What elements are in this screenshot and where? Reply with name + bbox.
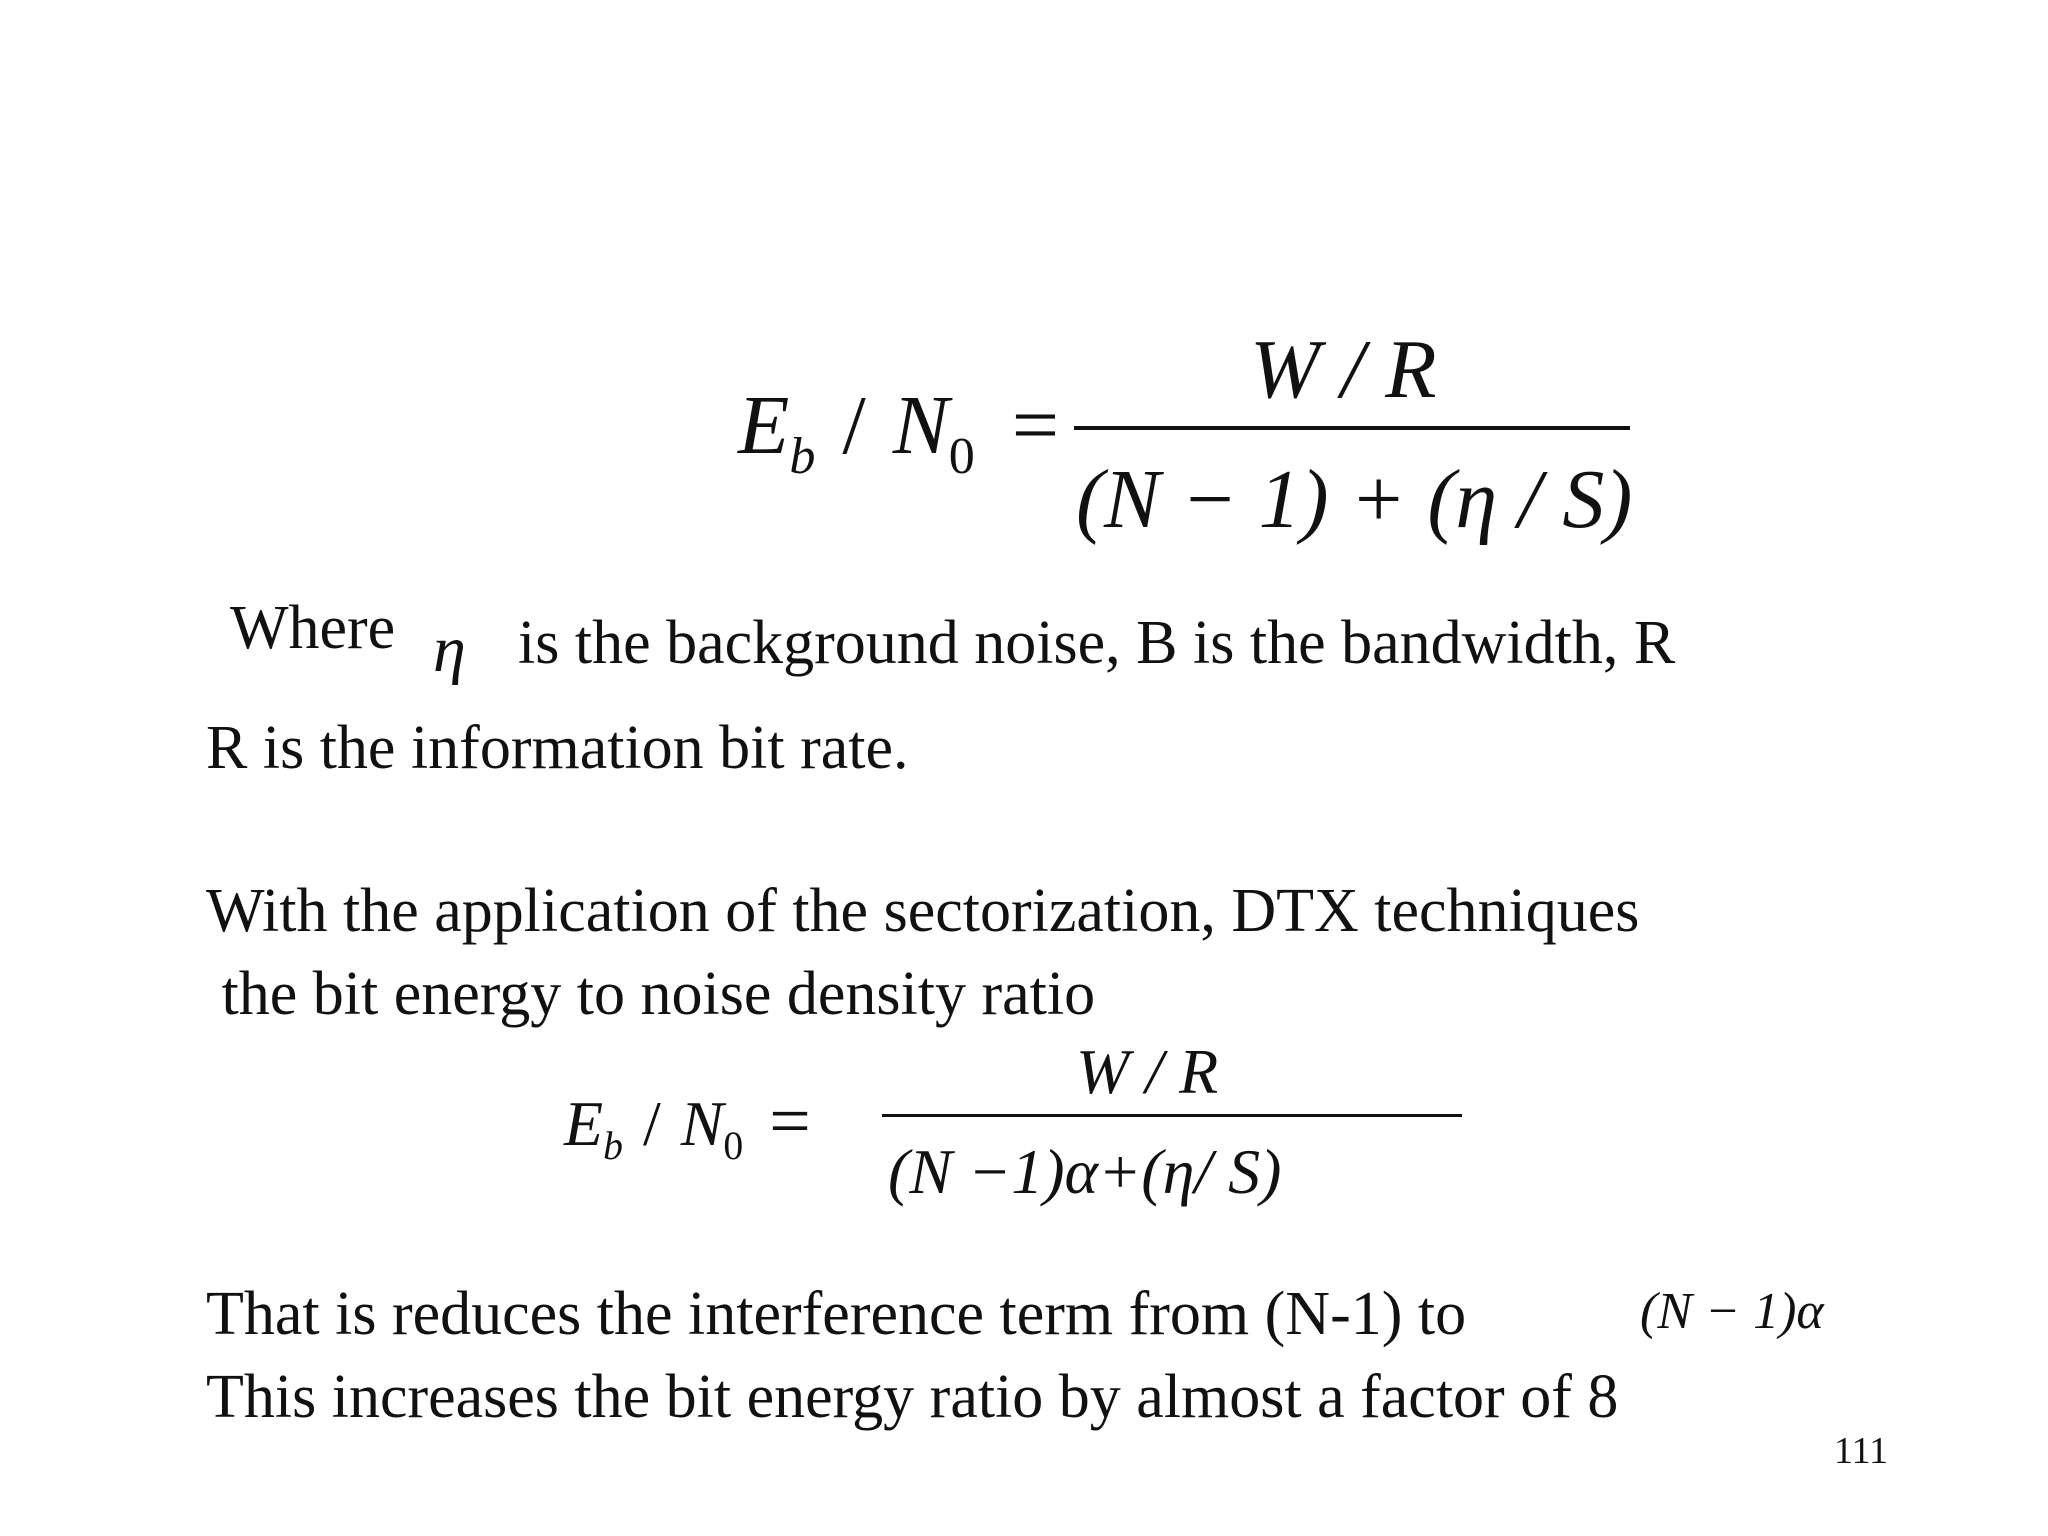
eq1-lhs-n: N (892, 379, 949, 472)
eq1-lhs-slash: / (842, 379, 866, 472)
eq1-denominator: (N − 1) + (η / S) (1076, 453, 1633, 546)
where-description: is the background noise, B is the bandwidth, R (518, 609, 1676, 677)
conclusion-line-1: That is reduces the interference term from (N-1) to (206, 1280, 1467, 1348)
eq1-numerator: W / R (1250, 323, 1437, 416)
conclusion-inline-math: (N − 1)α (1640, 1283, 1824, 1340)
eq2-lhs-zero: 0 (723, 1124, 744, 1168)
eq2-denominator: (N −1)α+(η/ S) (888, 1136, 1282, 1207)
eq1-lhs-e: E (738, 379, 790, 472)
conclusion-line-2: This increases the bit energy ratio by almost a factor of 8 (206, 1363, 1619, 1431)
eq2-equals: = (769, 1079, 811, 1161)
where-label: Where (230, 594, 396, 662)
eq2-lhs-n: N (680, 1088, 724, 1159)
eta-symbol: η (433, 613, 466, 686)
sectorization-line-1: With the application of the sectorization, DTX techniques (206, 877, 1640, 945)
sectorization-line-2: the bit energy to noise density ratio (206, 960, 1096, 1028)
eq1-equals: = (1011, 379, 1060, 472)
eq1-lhs-b: b (789, 428, 816, 485)
eq2-lhs-e: E (564, 1088, 604, 1159)
page-number: 111 (1834, 1430, 1889, 1472)
eq2-lhs-b: b (603, 1124, 623, 1168)
eq2-lhs-slash: / (642, 1088, 661, 1159)
info-rate-line: R is the information bit rate. (206, 714, 909, 782)
eq2-lhs (564, 1079, 811, 1168)
eq1-lhs-zero: 0 (948, 428, 975, 485)
eq2-fraction-bar (882, 1114, 1462, 1117)
eq1-lhs (738, 379, 1060, 485)
eq1-fraction-bar (1074, 426, 1630, 430)
eq2-numerator: W / R (1076, 1036, 1219, 1107)
